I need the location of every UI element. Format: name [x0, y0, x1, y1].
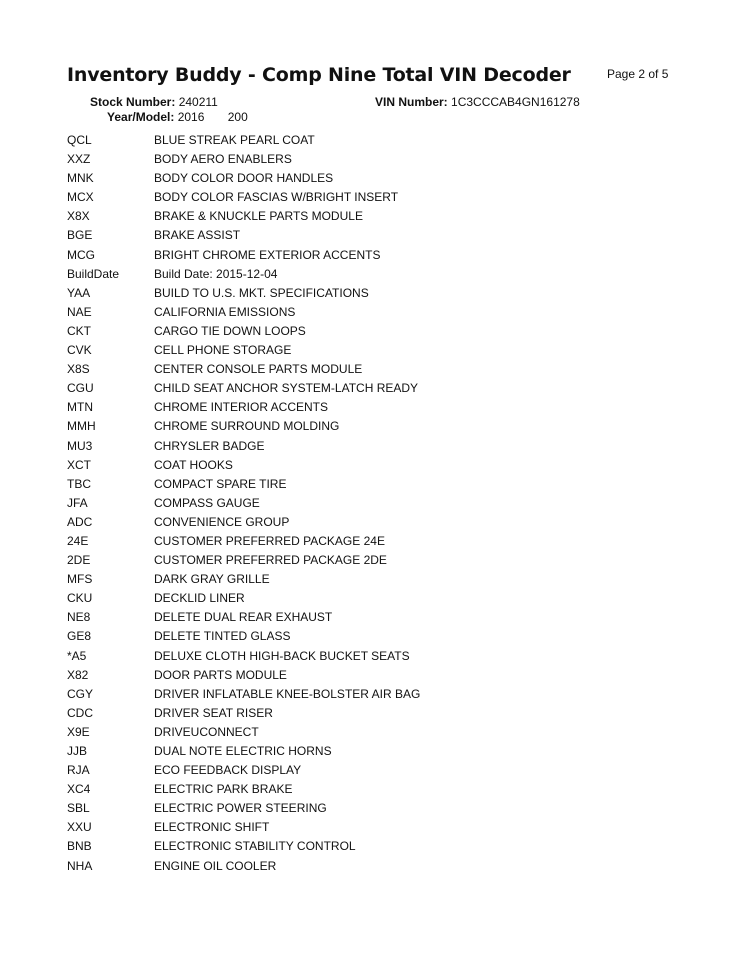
year-model-label: Year/Model: — [107, 110, 175, 124]
option-code: MU3 — [67, 438, 93, 453]
model-value: 200 — [227, 110, 248, 124]
option-description: DUAL NOTE ELECTRIC HORNS — [154, 744, 332, 758]
list-item — [67, 723, 667, 742]
option-description: ELECTRIC PARK BRAKE — [154, 782, 293, 797]
option-code: CKU — [67, 591, 93, 606]
option-code: XXZ — [67, 152, 91, 167]
stock-number-label: Stock Number: — [90, 95, 176, 109]
list-item — [67, 608, 667, 627]
option-description: CHRYSLER BADGE — [154, 438, 265, 453]
list-item — [67, 456, 667, 475]
stock-number-value: 240211 — [178, 95, 218, 109]
option-description: COMPACT SPARE TIRE — [154, 476, 287, 491]
option-code: 2DE — [67, 553, 91, 568]
option-code: MFS — [67, 572, 93, 587]
list-item — [67, 589, 667, 608]
option-description: CONVENIENCE GROUP — [154, 514, 290, 529]
option-description: CHROME INTERIOR ACCENTS — [154, 400, 329, 415]
option-description: ECO FEEDBACK DISPLAY — [154, 763, 302, 778]
list-item — [67, 226, 667, 245]
option-description: DELUXE CLOTH HIGH-BACK BUCKET SEATS — [154, 648, 410, 663]
option-description: Build Date: 2015-12-04 — [154, 266, 278, 281]
option-code: ADC — [67, 514, 93, 529]
year-model — [107, 110, 248, 124]
list-item — [67, 761, 667, 780]
stock-number — [90, 95, 218, 109]
option-description: CHROME SURROUND MOLDING — [154, 419, 340, 434]
option-description: BUILD TO U.S. MKT. SPECIFICATIONS — [154, 285, 369, 300]
option-code: NAE — [67, 304, 92, 319]
list-item — [67, 284, 667, 303]
list-item — [67, 150, 667, 169]
option-code: TBC — [67, 476, 91, 491]
option-description: ELECTRONIC SHIFT — [154, 820, 270, 835]
option-code: X8S — [67, 362, 90, 377]
option-description: DECKLID LINER — [154, 591, 245, 606]
option-description: DARK GRAY GRILLE — [154, 572, 270, 587]
option-code: NE8 — [67, 610, 91, 625]
list-item — [67, 818, 667, 837]
option-description: ELECTRIC POWER STEERING — [154, 801, 327, 816]
option-code: CKT — [67, 323, 91, 338]
option-code: *A5 — [67, 648, 87, 663]
option-description: CUSTOMER PREFERRED PACKAGE 2DE — [154, 553, 387, 568]
list-item — [67, 265, 667, 284]
option-description: BRAKE ASSIST — [154, 228, 241, 243]
option-description: BODY COLOR DOOR HANDLES — [154, 171, 334, 186]
vin-number — [375, 95, 580, 109]
option-description: DELETE TINTED GLASS — [154, 629, 291, 644]
vin-number-label: VIN Number: — [375, 95, 448, 109]
option-code: X8X — [67, 209, 90, 224]
option-code: X82 — [67, 667, 89, 682]
page-indicator: Page 2 of 5 — [607, 67, 669, 81]
list-item — [67, 513, 667, 532]
option-description: CHILD SEAT ANCHOR SYSTEM-LATCH READY — [154, 381, 419, 396]
list-item — [67, 857, 667, 876]
option-description: DELETE DUAL REAR EXHAUST — [154, 610, 333, 625]
option-description: DRIVEUCONNECT — [154, 724, 259, 739]
list-item — [67, 570, 667, 589]
list-item — [67, 742, 667, 761]
option-description: DOOR PARTS MODULE — [154, 667, 287, 682]
option-code: JFA — [67, 495, 88, 510]
option-description: CENTER CONSOLE PARTS MODULE — [154, 362, 363, 377]
list-item — [67, 246, 667, 265]
list-item — [67, 303, 667, 322]
list-item — [67, 475, 667, 494]
option-code: CGU — [67, 381, 94, 396]
option-code: NHA — [67, 858, 93, 873]
list-item — [67, 207, 667, 226]
list-item — [67, 341, 667, 360]
option-description: COAT HOOKS — [154, 457, 233, 472]
list-item — [67, 131, 667, 150]
page-title: Inventory Buddy - Comp Nine Total VIN Decoder — [67, 64, 571, 86]
list-item — [67, 837, 667, 856]
option-description: BRIGHT CHROME EXTERIOR ACCENTS — [154, 247, 381, 262]
option-description: BRAKE & KNUCKLE PARTS MODULE — [154, 209, 363, 224]
option-code: YAA — [67, 285, 91, 300]
list-item — [67, 398, 667, 417]
list-item — [67, 188, 667, 207]
option-description: CUSTOMER PREFERRED PACKAGE 24E — [154, 533, 385, 548]
list-item — [67, 685, 667, 704]
option-code: MCG — [67, 247, 95, 262]
option-code: CVK — [67, 343, 92, 358]
option-description: CELL PHONE STORAGE — [154, 343, 292, 358]
list-item — [67, 322, 667, 341]
option-code: RJA — [67, 763, 90, 778]
list-item — [67, 551, 667, 570]
option-code: MNK — [67, 171, 94, 186]
option-code: MMH — [67, 419, 96, 434]
option-code: BuildDate — [67, 266, 120, 281]
vin-number-value: 1C3CCCAB4GN161278 — [451, 95, 580, 109]
option-description: CARGO TIE DOWN LOOPS — [154, 323, 306, 338]
option-description: COMPASS GAUGE — [154, 495, 260, 510]
option-code: BGE — [67, 228, 93, 243]
option-description: BODY COLOR FASCIAS W/BRIGHT INSERT — [154, 190, 399, 205]
option-code: SBL — [67, 801, 90, 816]
option-code: CGY — [67, 686, 94, 701]
option-code: XXU — [67, 820, 92, 835]
option-description: DRIVER INFLATABLE KNEE-BOLSTER AIR BAG — [154, 686, 421, 701]
option-description: BLUE STREAK PEARL COAT — [154, 133, 315, 147]
list-item — [67, 780, 667, 799]
list-item — [67, 532, 667, 551]
list-item — [67, 417, 667, 436]
option-code: QCL — [67, 133, 92, 147]
year-value: 2016 — [177, 110, 205, 124]
option-code: XC4 — [67, 782, 91, 797]
option-code: JJB — [67, 744, 88, 758]
list-item — [67, 666, 667, 685]
option-description: DRIVER SEAT RISER — [154, 705, 273, 720]
option-code: BNB — [67, 839, 92, 854]
option-code: MCX — [67, 190, 94, 205]
list-item — [67, 494, 667, 513]
list-item — [67, 799, 667, 818]
option-description: ENGINE OIL COOLER — [154, 858, 277, 873]
option-code: XCT — [67, 457, 91, 472]
list-item — [67, 627, 667, 646]
option-code-list — [67, 131, 667, 876]
option-code: CDC — [67, 705, 93, 720]
list-item — [67, 360, 667, 379]
option-code: 24E — [67, 533, 89, 548]
list-item — [67, 437, 667, 456]
list-item — [67, 704, 667, 723]
option-description: ELECTRONIC STABILITY CONTROL — [154, 839, 356, 854]
option-description: BODY AERO ENABLERS — [154, 152, 292, 167]
option-code: GE8 — [67, 629, 92, 644]
list-item — [67, 169, 667, 188]
option-description: CALIFORNIA EMISSIONS — [154, 304, 296, 319]
list-item — [67, 647, 667, 666]
option-code: MTN — [67, 400, 93, 415]
list-item — [67, 379, 667, 398]
option-code: X9E — [67, 724, 90, 739]
